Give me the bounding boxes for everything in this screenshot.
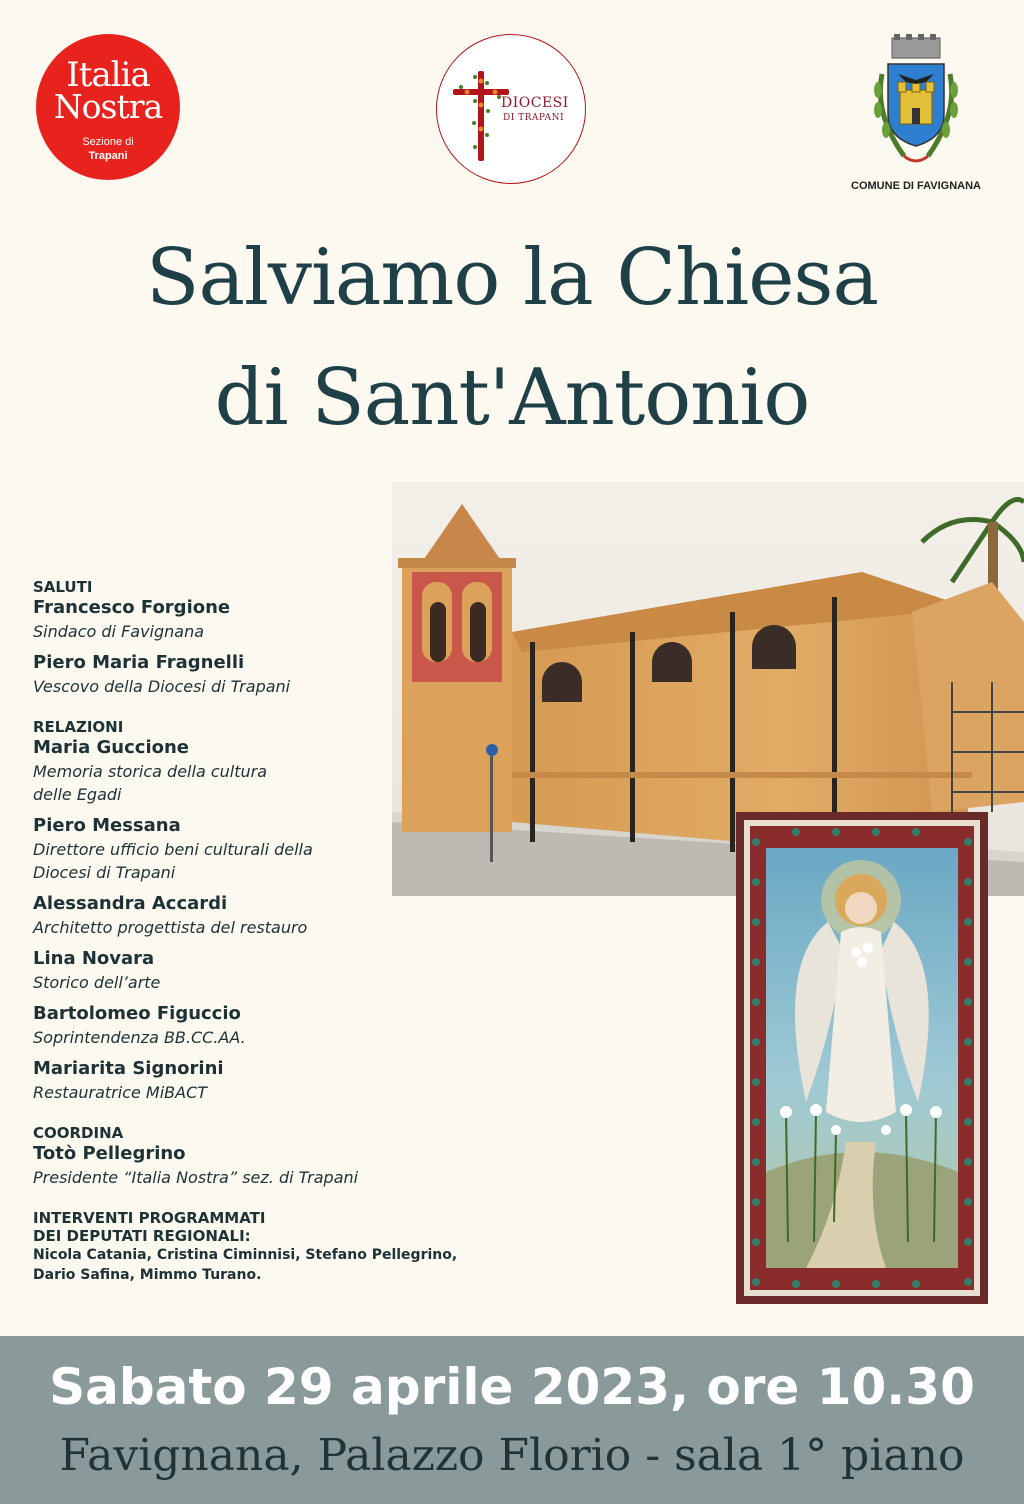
speaker-name: Piero Maria Fragnelli — [33, 652, 245, 673]
speaker-name: Alessandra Accardi — [33, 893, 228, 914]
coordinator-role: Presidente “Italia Nostra” sez. di Trapani — [33, 1168, 359, 1187]
speaker-name: Mariarita Signorini — [33, 1058, 224, 1079]
comune-label: COMUNE DI FAVIGNANA — [851, 180, 981, 192]
cross-icon — [451, 71, 511, 161]
logo-text: Nostra — [53, 87, 163, 126]
comune-coat-of-arms — [836, 34, 996, 194]
angel-tile-panel — [736, 812, 988, 1304]
speaker-name: Lina Novara — [33, 948, 155, 969]
speaker-role: Sindaco di Favignana — [33, 622, 205, 641]
section-heading-relazioni: RELAZIONI — [33, 718, 124, 736]
logo-text: DI TRAPANI — [503, 113, 565, 123]
speaker-name: Francesco Forgione — [33, 597, 231, 618]
italia-nostra-logo — [36, 34, 180, 180]
deputies-list: Dario Safina, Mimmo Turano. — [33, 1267, 262, 1283]
speaker-role: Architetto progettista del restauro — [33, 918, 308, 937]
section-heading-interventi: DEI DEPUTATI REGIONALI: — [33, 1227, 251, 1245]
speaker-role: Soprintendenza BB.CC.AA. — [33, 1028, 246, 1047]
logo-text: Trapani — [88, 150, 128, 162]
speaker-name: Bartolomeo Figuccio — [33, 1003, 241, 1024]
logo-text: Sezione di — [82, 136, 134, 148]
speaker-role: Storico dell’arte — [33, 973, 161, 992]
section-heading-coordina: COORDINA — [33, 1124, 124, 1142]
speaker-role: Diocesi di Trapani — [33, 863, 176, 882]
speaker-name: Maria Guccione — [33, 737, 190, 758]
speaker-role: Restauratrice MiBACT — [33, 1083, 208, 1102]
speaker-role: Memoria storica della cultura — [33, 762, 268, 781]
page-title-line1: Salviamo la Chiesa — [146, 233, 878, 323]
section-heading-interventi: INTERVENTI PROGRAMMATI — [33, 1209, 266, 1227]
deputies-list: Nicola Catania, Cristina Ciminnisi, Stefano Pellegrino, — [33, 1247, 458, 1263]
logo-text: Italia — [66, 55, 150, 95]
coat-of-arms-icon — [864, 34, 968, 174]
event-date: Sabato 29 aprile 2023, ore 10.30 — [49, 1358, 975, 1416]
event-place: Favignana, Palazzo Florio - sala 1° piano — [59, 1430, 965, 1481]
page-title-line2: di Sant'Antonio — [214, 353, 810, 443]
coordinator-name: Totò Pellegrino — [33, 1143, 186, 1164]
speaker-name: Piero Messana — [33, 815, 181, 836]
logo-text: DIOCESI — [501, 95, 569, 111]
speaker-role: delle Egadi — [33, 785, 122, 804]
speaker-role: Direttore ufficio beni culturali della — [33, 840, 313, 859]
diocesi-logo — [436, 34, 586, 184]
program-list — [33, 578, 503, 1285]
section-heading-saluti: SALUTI — [33, 578, 93, 596]
event-footer — [0, 1336, 1024, 1504]
speaker-role: Vescovo della Diocesi di Trapani — [33, 677, 291, 696]
